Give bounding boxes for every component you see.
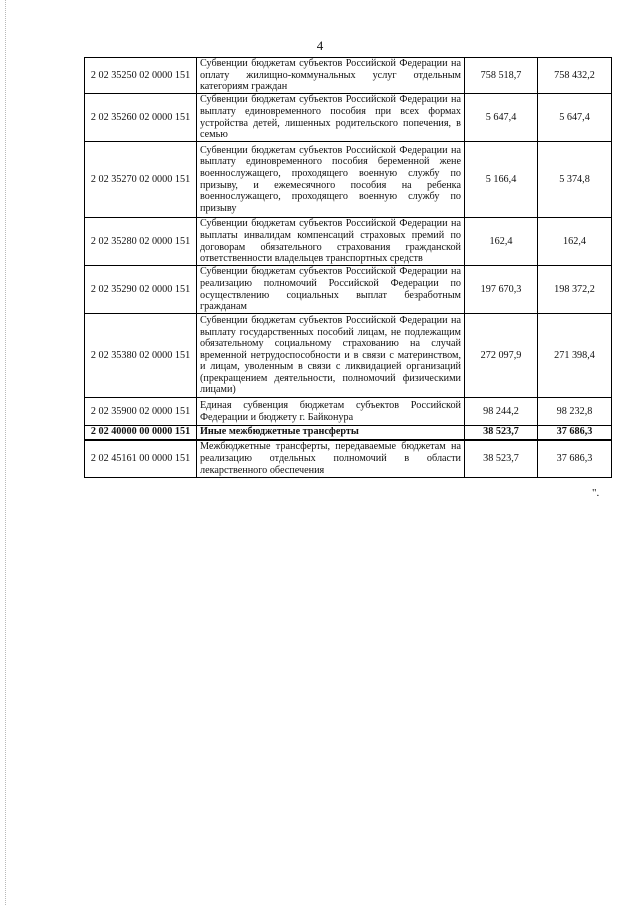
budget-code-cell: 2 02 35250 02 0000 151 [85,58,197,94]
value-year1-cell: 162,4 [465,218,538,266]
description-cell: Субвенции бюджетам субъектов Российской Федерации на выплаты инвалидам компенсаций страховых премий по договорам обязательного страхования гражданской ответственности владельцев транспортных средств [197,218,465,266]
budget-code-cell: 2 02 40000 00 0000 151 [85,426,197,440]
table-row [85,398,612,426]
table-row-total [85,426,612,440]
value-year2-cell: 198 372,2 [538,266,612,314]
description-cell: Субвенции бюджетам субъектов Российской Федерации на выплату единовременного пособия при всех формах устройства детей, лишенных родительского попечения, в семью [197,94,465,142]
value-year1-cell: 38 523,7 [465,426,538,440]
value-year2-cell: 758 432,2 [538,58,612,94]
table-row [85,266,612,314]
table-row [85,440,612,478]
budget-code-cell: 2 02 45161 00 0000 151 [85,440,197,478]
table-body [85,58,612,478]
description-cell: Субвенции бюджетам субъектов Российской Федерации на выплату государственных пособий лицам, не подлежащим обязательному социальному страхованию на случай временной нетрудоспособности и в связи с материнством, и лицам, уволенным в связи с ликвидацией организаций (прекращением деятельности, полномочий физическими лицами) [197,314,465,398]
value-year1-cell: 272 097,9 [465,314,538,398]
value-year2-cell: 162,4 [538,218,612,266]
table-row [85,218,612,266]
description-cell: Единая субвенция бюджетам субъектов Российской Федерации и бюджету г. Байконура [197,398,465,426]
description-cell: Субвенции бюджетам субъектов Российской Федерации на оплату жилищно-коммунальных услуг отдельным категориям граждан [197,58,465,94]
value-year2-cell: 5 374,8 [538,142,612,218]
budget-code-cell: 2 02 35280 02 0000 151 [85,218,197,266]
description-cell: Субвенции бюджетам субъектов Российской Федерации на реализацию полномочий Российской Федерации по осуществлению социальных выплат безработным гражданам [197,266,465,314]
value-year2-cell: 271 398,4 [538,314,612,398]
value-year1-cell: 38 523,7 [465,440,538,478]
value-year1-cell: 5 647,4 [465,94,538,142]
table-row [85,314,612,398]
table-row [85,58,612,94]
budget-code-cell: 2 02 35270 02 0000 151 [85,142,197,218]
description-cell: Субвенции бюджетам субъектов Российской Федерации на выплату единовременного пособия беременной жене военнослужащего, проходящего военную службу по призыву, и ежемесячного пособия на ребенка военнослужащего, проходящего военную службу по призыву [197,142,465,218]
value-year1-cell: 197 670,3 [465,266,538,314]
budget-code-cell: 2 02 35380 02 0000 151 [85,314,197,398]
description-cell: Межбюджетные трансферты, передаваемые бюджетам на реализацию отдельных полномочий в области лекарственного обеспечения [197,440,465,478]
description-cell: Иные межбюджетные трансферты [197,426,465,440]
value-year2-cell: 37 686,3 [538,440,612,478]
value-year1-cell: 5 166,4 [465,142,538,218]
budget-code-cell: 2 02 35900 02 0000 151 [85,398,197,426]
value-year1-cell: 98 244,2 [465,398,538,426]
budget-revenue-table [84,57,612,478]
budget-code-cell: 2 02 35260 02 0000 151 [85,94,197,142]
value-year2-cell: 98 232,8 [538,398,612,426]
closing-quote-mark: ". [592,487,600,499]
value-year1-cell: 758 518,7 [465,58,538,94]
binding-margin-line [5,0,6,905]
value-year2-cell: 37 686,3 [538,426,612,440]
table-row [85,142,612,218]
value-year2-cell: 5 647,4 [538,94,612,142]
budget-code-cell: 2 02 35290 02 0000 151 [85,266,197,314]
page-number: 4 [316,38,324,53]
table-row [85,94,612,142]
